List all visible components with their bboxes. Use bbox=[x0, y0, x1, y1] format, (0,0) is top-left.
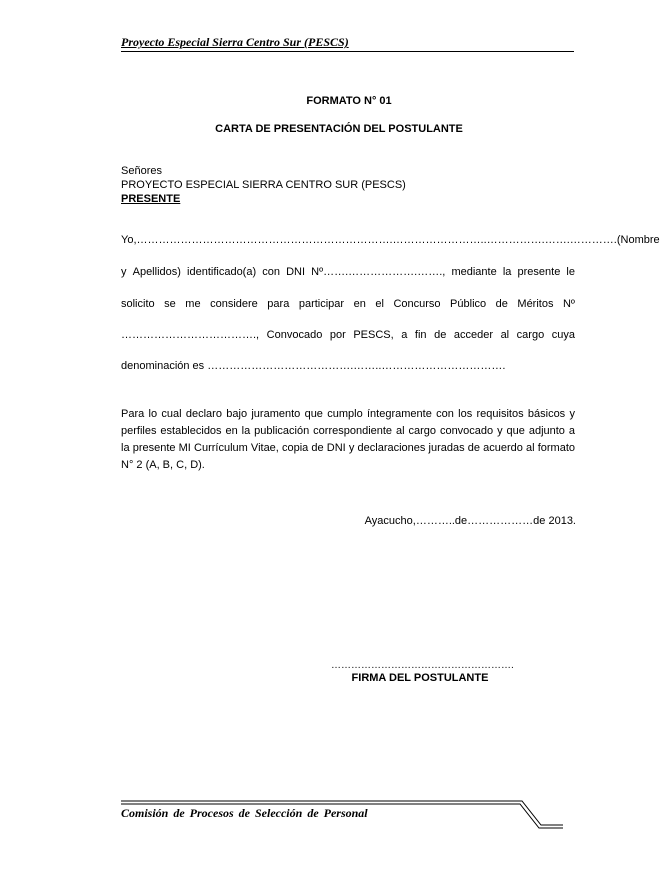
body-word: Convocado bbox=[266, 329, 323, 341]
body-line bbox=[121, 234, 660, 246]
body-word: solicito bbox=[121, 298, 155, 310]
presente-label: PRESENTE bbox=[121, 193, 181, 205]
body-line bbox=[121, 329, 575, 341]
body-word: Concurso bbox=[393, 298, 441, 310]
body-word: la bbox=[502, 266, 512, 278]
body-word: me bbox=[185, 298, 201, 310]
body-word: se bbox=[164, 298, 176, 310]
body-word: al bbox=[500, 329, 510, 341]
body-word: participar bbox=[298, 298, 345, 310]
body-line bbox=[121, 298, 575, 310]
header-divider bbox=[121, 51, 574, 52]
body-word: PESCS, bbox=[353, 329, 394, 341]
salutation: Señores bbox=[121, 165, 162, 177]
body-word: para bbox=[267, 298, 290, 310]
body-word: Apellidos) bbox=[132, 266, 181, 278]
body-word: por bbox=[329, 329, 346, 341]
body-word: Méritos bbox=[517, 298, 554, 310]
body-word: cargo bbox=[516, 329, 545, 341]
body-word: considere bbox=[210, 298, 258, 310]
body-word: presente bbox=[517, 266, 561, 278]
formato-number: FORMATO N° 01 bbox=[306, 95, 392, 107]
body-word: con bbox=[262, 266, 280, 278]
date-line: Ayacucho,………..de………………de 2013. bbox=[364, 515, 576, 527]
body-line bbox=[121, 360, 575, 372]
body-word: fin bbox=[414, 329, 427, 341]
declaration-paragraph: Para lo cual declaro bajo juramento que cumplo íntegramente con los requisitos básicos y perfiles establecidos en la publicación correspondiente al cargo convocado y que adjunto a la presente MI Currículum Vitae, copia de DNI y declaraciones juradas de acuerdo al formato N° 2 (A, B, C, D). bbox=[121, 408, 575, 471]
body-word: le bbox=[566, 266, 575, 278]
addressee-block bbox=[121, 164, 406, 206]
body-word: Público bbox=[450, 298, 487, 310]
body-word: identificado(a) bbox=[187, 266, 257, 278]
recipient-name: PROYECTO ESPECIAL SIERRA CENTRO SUR (PESCS) bbox=[121, 179, 406, 191]
body-word: cuya bbox=[551, 329, 575, 341]
body-word: Nº bbox=[562, 298, 575, 310]
body-word: Nº…….……………….……., bbox=[311, 266, 446, 278]
body-line bbox=[121, 266, 575, 278]
body-word: en bbox=[353, 298, 366, 310]
footer-text: Comisión de Procesos de Selección de Personal bbox=[121, 806, 368, 820]
body-word: Yo,…………………………………………………………….……………………..…………….…….…………. bbox=[121, 234, 617, 246]
body-word: acceder bbox=[453, 329, 494, 341]
signature-line: ………………………………………………. bbox=[331, 660, 514, 671]
body-word: a bbox=[401, 329, 408, 341]
body-word: de bbox=[495, 298, 508, 310]
body-word: (Nombre bbox=[616, 234, 660, 246]
body-word: ………………………………., bbox=[121, 329, 260, 341]
signature-label: FIRMA DEL POSTULANTE bbox=[351, 672, 489, 684]
letter-title: CARTA DE PRESENTACIÓN DEL POSTULANTE bbox=[215, 123, 463, 135]
body-word: denominación es ………………………………….……..……………………………. bbox=[121, 360, 506, 372]
body-word: de bbox=[434, 329, 447, 341]
header-title: Proyecto Especial Sierra Centro Sur (PESCS) bbox=[121, 35, 349, 49]
body-word: y bbox=[121, 266, 127, 278]
body-word: DNI bbox=[286, 266, 306, 278]
body-word: mediante bbox=[451, 266, 497, 278]
body-word: el bbox=[375, 298, 384, 310]
